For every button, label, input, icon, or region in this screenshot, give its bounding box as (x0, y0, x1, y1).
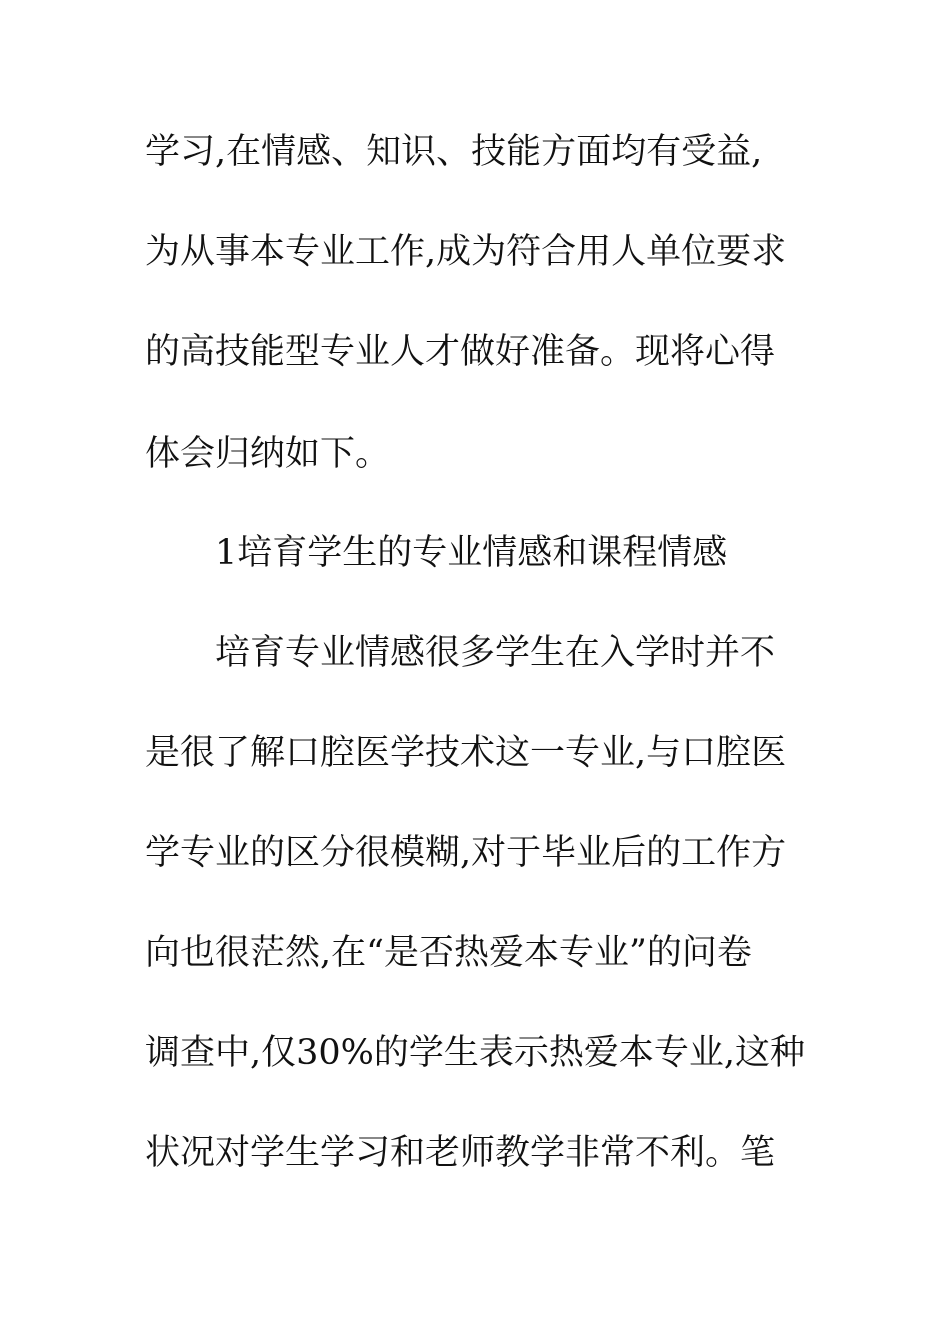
paragraph-line: 调查中,仅30%的学生表示热爱本专业,这种 (145, 1033, 806, 1073)
paragraph-line: 状况对学生学习和老师教学非常不利。笔 (145, 1133, 776, 1173)
paragraph-line: 向也很茫然,在“是否热爱本专业”的问卷 (145, 933, 752, 973)
paragraph-line: 的高技能型专业人才做好准备。现将心得 (145, 332, 776, 372)
paragraph-line: 是很了解口腔医学技术这一专业,与口腔医 (145, 733, 787, 773)
paragraph-line: 培育专业情感很多学生在入学时并不 (215, 633, 776, 673)
paragraph-line: 为从事本专业工作,成为符合用人单位要求 (145, 232, 787, 272)
paragraph-line: 学习,在情感、知识、技能方面均有受益, (145, 132, 763, 172)
section-heading: 1培育学生的专业情感和课程情感 (215, 533, 728, 573)
paragraph-line: 体会归纳如下。 (145, 434, 391, 474)
paragraph-line: 学专业的区分很模糊,对于毕业后的工作方 (145, 833, 787, 873)
